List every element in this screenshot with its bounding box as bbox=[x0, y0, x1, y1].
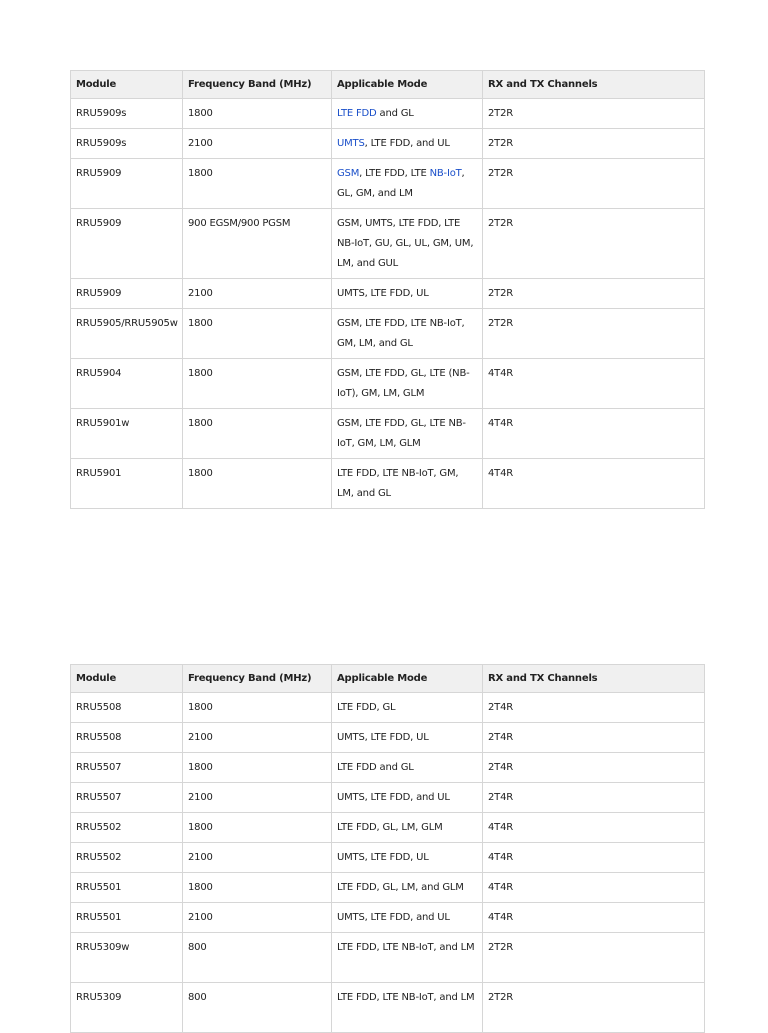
applicable-mode-cell bbox=[332, 409, 483, 459]
table-row bbox=[71, 159, 705, 209]
mode-link[interactable]: NB-IoT bbox=[429, 168, 462, 179]
module-cell: RRU5909 bbox=[71, 279, 183, 309]
table-row bbox=[71, 309, 705, 359]
table-row bbox=[71, 409, 705, 459]
rx-tx-channels-cell: 2T4R bbox=[483, 783, 705, 813]
header-rx-tx-channels: RX and TX Channels bbox=[483, 665, 705, 693]
applicable-mode-cell bbox=[332, 753, 483, 783]
rx-tx-channels-cell: 2T4R bbox=[483, 693, 705, 723]
rx-tx-channels-cell: 4T4R bbox=[483, 903, 705, 933]
module-cell: RRU5901 bbox=[71, 459, 183, 509]
rru-spec-table-2 bbox=[70, 664, 705, 1033]
module-cell: RRU5501 bbox=[71, 903, 183, 933]
frequency-band-cell: 1800 bbox=[183, 309, 332, 359]
frequency-band-cell: 1800 bbox=[183, 159, 332, 209]
table-row bbox=[71, 99, 705, 129]
rx-tx-channels-cell: 2T2R bbox=[483, 933, 705, 983]
rx-tx-channels-cell: 2T2R bbox=[483, 279, 705, 309]
mode-text: LTE FDD, GL bbox=[337, 702, 396, 713]
header-module: Module bbox=[71, 71, 183, 99]
rx-tx-channels-cell: 2T4R bbox=[483, 723, 705, 753]
rx-tx-channels-cell: 2T2R bbox=[483, 983, 705, 1033]
table-row bbox=[71, 129, 705, 159]
frequency-band-cell: 2100 bbox=[183, 279, 332, 309]
table-header-row bbox=[71, 665, 705, 693]
mode-text: , LTE FDD, and UL bbox=[364, 138, 450, 149]
applicable-mode-cell bbox=[332, 129, 483, 159]
module-cell: RRU5909 bbox=[71, 159, 183, 209]
applicable-mode-cell bbox=[332, 983, 483, 1033]
frequency-band-cell: 900 EGSM/900 PGSM bbox=[183, 209, 332, 279]
header-frequency-band: Frequency Band (MHz) bbox=[183, 71, 332, 99]
mode-text: UMTS, LTE FDD, UL bbox=[337, 732, 429, 743]
frequency-band-cell: 1800 bbox=[183, 409, 332, 459]
frequency-band-cell: 1800 bbox=[183, 813, 332, 843]
rx-tx-channels-cell: 4T4R bbox=[483, 873, 705, 903]
mode-text: LTE FDD, LTE NB-IoT, GM, LM, and GL bbox=[337, 468, 459, 499]
applicable-mode-cell bbox=[332, 873, 483, 903]
applicable-mode-cell bbox=[332, 933, 483, 983]
rx-tx-channels-cell: 4T4R bbox=[483, 409, 705, 459]
applicable-mode-cell bbox=[332, 693, 483, 723]
mode-text: GSM, LTE FDD, LTE NB-IoT, GM, LM, and GL bbox=[337, 318, 465, 349]
rx-tx-channels-cell: 2T2R bbox=[483, 309, 705, 359]
table-row bbox=[71, 209, 705, 279]
table-row bbox=[71, 983, 705, 1033]
applicable-mode-cell bbox=[332, 843, 483, 873]
table-row bbox=[71, 783, 705, 813]
rx-tx-channels-cell: 2T2R bbox=[483, 159, 705, 209]
applicable-mode-cell bbox=[332, 279, 483, 309]
module-cell: RRU5909s bbox=[71, 99, 183, 129]
mode-text: UMTS, LTE FDD, and UL bbox=[337, 912, 450, 923]
applicable-mode-cell bbox=[332, 723, 483, 753]
rx-tx-channels-cell: 4T4R bbox=[483, 359, 705, 409]
mode-text: LTE FDD, GL, LM, and GLM bbox=[337, 882, 464, 893]
rx-tx-channels-cell: 4T4R bbox=[483, 813, 705, 843]
table-row bbox=[71, 693, 705, 723]
module-cell: RRU5904 bbox=[71, 359, 183, 409]
header-applicable-mode: Applicable Mode bbox=[332, 71, 483, 99]
mode-text: LTE FDD, LTE NB-IoT, and LM bbox=[337, 942, 475, 953]
table-header-row bbox=[71, 71, 705, 99]
module-cell: RRU5507 bbox=[71, 783, 183, 813]
frequency-band-cell: 2100 bbox=[183, 723, 332, 753]
table-row bbox=[71, 359, 705, 409]
applicable-mode-cell bbox=[332, 159, 483, 209]
rru-spec-table-1 bbox=[70, 70, 705, 509]
mode-text: GSM, LTE FDD, GL, LTE (NB-IoT), GM, LM, GLM bbox=[337, 368, 470, 399]
table-row bbox=[71, 813, 705, 843]
mode-text: GSM, LTE FDD, GL, LTE NB-IoT, GM, LM, GLM bbox=[337, 418, 466, 449]
table-row bbox=[71, 459, 705, 509]
frequency-band-cell: 2100 bbox=[183, 783, 332, 813]
module-cell: RRU5507 bbox=[71, 753, 183, 783]
frequency-band-cell: 2100 bbox=[183, 129, 332, 159]
module-cell: RRU5309w bbox=[71, 933, 183, 983]
table-body bbox=[71, 693, 705, 1033]
applicable-mode-cell bbox=[332, 99, 483, 129]
module-cell: RRU5909s bbox=[71, 129, 183, 159]
module-cell: RRU5309 bbox=[71, 983, 183, 1033]
header-applicable-mode: Applicable Mode bbox=[332, 665, 483, 693]
table-row bbox=[71, 843, 705, 873]
mode-text: , GL, GM, and LM bbox=[337, 168, 465, 199]
mode-link[interactable]: UMTS bbox=[337, 138, 365, 149]
table-row bbox=[71, 723, 705, 753]
frequency-band-cell: 1800 bbox=[183, 99, 332, 129]
mode-text: , LTE FDD, LTE bbox=[359, 168, 430, 179]
frequency-band-cell: 1800 bbox=[183, 459, 332, 509]
table-row bbox=[71, 279, 705, 309]
header-rx-tx-channels: RX and TX Channels bbox=[483, 71, 705, 99]
mode-text: UMTS, LTE FDD, UL bbox=[337, 288, 429, 299]
module-cell: RRU5508 bbox=[71, 693, 183, 723]
mode-text: and GL bbox=[376, 108, 414, 119]
rx-tx-channels-cell: 2T2R bbox=[483, 99, 705, 129]
mode-text: UMTS, LTE FDD, UL bbox=[337, 852, 429, 863]
rx-tx-channels-cell: 4T4R bbox=[483, 843, 705, 873]
applicable-mode-cell bbox=[332, 209, 483, 279]
mode-text: UMTS, LTE FDD, and UL bbox=[337, 792, 450, 803]
table-row bbox=[71, 933, 705, 983]
module-cell: RRU5501 bbox=[71, 873, 183, 903]
table-row bbox=[71, 873, 705, 903]
mode-text: GSM, UMTS, LTE FDD, LTE NB-IoT, GU, GL, UL, GM, UM, LM, and GUL bbox=[337, 218, 474, 269]
frequency-band-cell: 800 bbox=[183, 983, 332, 1033]
module-cell: RRU5905/RRU5905w bbox=[71, 309, 183, 359]
module-cell: RRU5909 bbox=[71, 209, 183, 279]
mode-text: LTE FDD, GL, LM, GLM bbox=[337, 822, 443, 833]
header-frequency-band: Frequency Band (MHz) bbox=[183, 665, 332, 693]
table-row bbox=[71, 903, 705, 933]
table-body bbox=[71, 99, 705, 509]
frequency-band-cell: 1800 bbox=[183, 753, 332, 783]
mode-text: LTE FDD and GL bbox=[337, 762, 414, 773]
applicable-mode-cell bbox=[332, 903, 483, 933]
applicable-mode-cell bbox=[332, 459, 483, 509]
applicable-mode-cell bbox=[332, 813, 483, 843]
frequency-band-cell: 2100 bbox=[183, 843, 332, 873]
module-cell: RRU5508 bbox=[71, 723, 183, 753]
applicable-mode-cell bbox=[332, 783, 483, 813]
header-module: Module bbox=[71, 665, 183, 693]
mode-link[interactable]: GSM bbox=[337, 168, 360, 179]
module-cell: RRU5502 bbox=[71, 813, 183, 843]
mode-text: LTE FDD, LTE NB-IoT, and LM bbox=[337, 992, 475, 1003]
rx-tx-channels-cell: 2T4R bbox=[483, 753, 705, 783]
module-cell: RRU5502 bbox=[71, 843, 183, 873]
frequency-band-cell: 800 bbox=[183, 933, 332, 983]
applicable-mode-cell bbox=[332, 309, 483, 359]
frequency-band-cell: 1800 bbox=[183, 873, 332, 903]
frequency-band-cell: 2100 bbox=[183, 903, 332, 933]
rx-tx-channels-cell: 2T2R bbox=[483, 129, 705, 159]
table-row bbox=[71, 753, 705, 783]
frequency-band-cell: 1800 bbox=[183, 693, 332, 723]
rx-tx-channels-cell: 4T4R bbox=[483, 459, 705, 509]
rx-tx-channels-cell: 2T2R bbox=[483, 209, 705, 279]
applicable-mode-cell bbox=[332, 359, 483, 409]
module-cell: RRU5901w bbox=[71, 409, 183, 459]
mode-link[interactable]: LTE FDD bbox=[337, 108, 377, 119]
frequency-band-cell: 1800 bbox=[183, 359, 332, 409]
